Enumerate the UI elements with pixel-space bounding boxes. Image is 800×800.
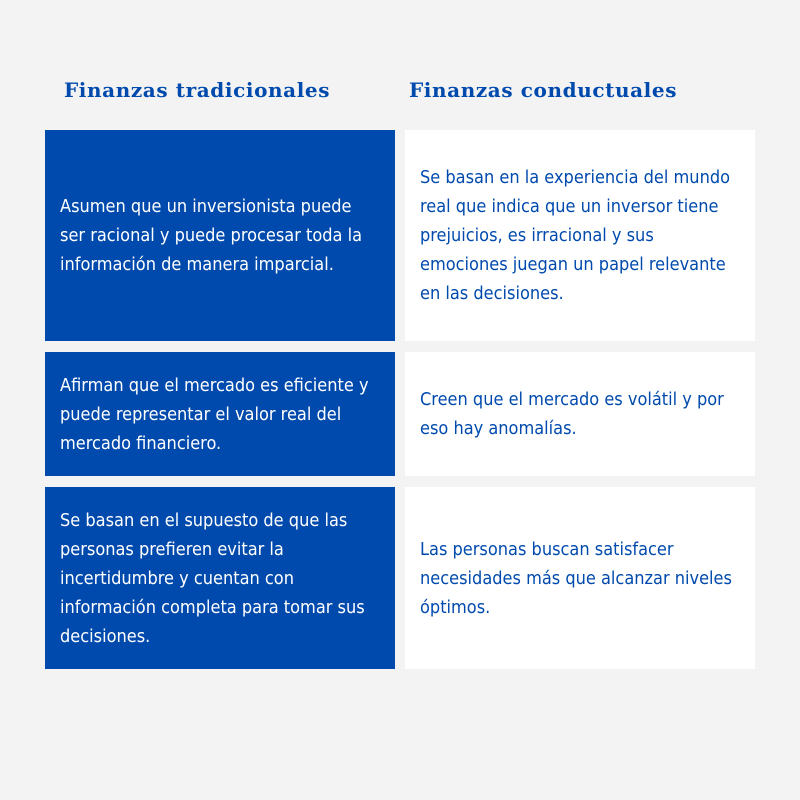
header-traditional-finance: Finanzas tradicionales — [64, 78, 331, 102]
traditional-cell-3 — [45, 487, 395, 669]
traditional-cell-2 — [45, 352, 395, 476]
behavioral-text-3: Las personas buscan satisfacer necesidades más que alcanzar niveles óptimos. — [420, 538, 732, 618]
behavioral-cell-2 — [405, 352, 755, 476]
header-behavioral-finance: Finanzas conductuales — [409, 78, 678, 102]
traditional-cell-1 — [45, 130, 395, 341]
behavioral-cell-3 — [405, 487, 755, 669]
traditional-text-2: Afirman que el mercado es eficiente y puede representar el valor real del mercado financiero. — [60, 374, 369, 454]
traditional-text-1: Asumen que un inversionista puede ser racional y puede procesar toda la información de manera imparcial. — [60, 196, 363, 275]
traditional-text-3: Se basan en el supuesto de que las personas prefieren evitar la incertidumbre y cuentan con información completa para tomar sus decisiones. — [60, 509, 365, 647]
behavioral-text-1: Se basan en la experiencia del mundo real que indica que un inversor tiene prejuicios, es irracional y sus emociones juegan un papel relevante en las decisiones. — [420, 167, 731, 304]
behavioral-cell-1 — [405, 130, 755, 341]
behavioral-text-2: Creen que el mercado es volátil y por eso hay anomalías. — [420, 389, 724, 439]
